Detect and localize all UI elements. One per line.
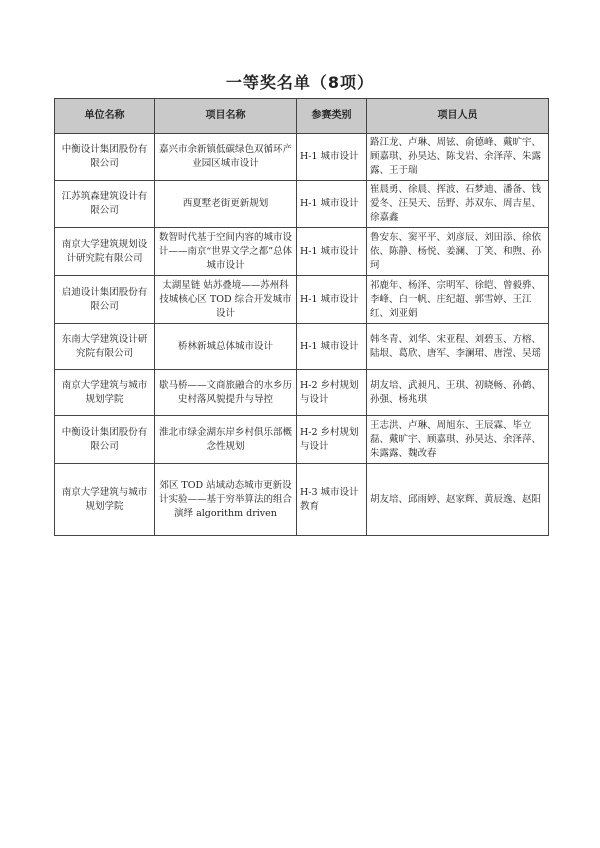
- header-unit: 单位名称: [55, 99, 155, 134]
- category-cell: H-1 城市设计: [297, 134, 367, 181]
- members-cell: 王志洪、卢琳、周旭东、王辰霖、毕立磊、戴旷宇、顾嘉琪、孙昊达、余泽萍、朱露露、魏改春: [367, 416, 549, 464]
- unit-cell: 南京大学建筑与城市规划学院: [55, 370, 155, 416]
- project-cell: 嘉兴市余新镇低碳绿色双循环产业园区城市设计: [155, 134, 297, 181]
- table-row: [55, 181, 549, 228]
- project-cell: 数智时代基于空间内容的城市设计——南京“世界文学之都”总体城市设计: [155, 228, 297, 276]
- members-cell: 胡友培、武昶凡、王琪、初晓畅、孙鹤、孙强、杨兆琪: [367, 370, 549, 416]
- table-header-row: [55, 99, 549, 134]
- category-cell: H-3 城市设计教育: [297, 464, 367, 536]
- unit-cell: 中衡设计集团股份有限公司: [55, 134, 155, 181]
- members-cell: 崔晨勇、徐晨、挥波、石梦迪、潘备、钱爱冬、汪昊天、岳野、苏双东、周吉星、徐嘉鑫: [367, 181, 549, 228]
- category-cell: H-1 城市设计: [297, 324, 367, 370]
- members-cell: 路江龙、卢琳、周铉、俞德峰、戴旷宇、顾嘉琪、孙昊达、陈戈岩、余泽萍、朱露露、王于瑞: [367, 134, 549, 181]
- project-cell: 桥林新城总体城市设计: [155, 324, 297, 370]
- project-cell: 淮北市绿金湖东岸乡村俱乐部概念性规划: [155, 416, 297, 464]
- unit-cell: 启迪设计集团股份有限公司: [55, 276, 155, 324]
- project-cell: 西夏墅老街更新规划: [155, 181, 297, 228]
- category-cell: H-1 城市设计: [297, 181, 367, 228]
- table-row: [55, 228, 549, 276]
- table-row: [55, 416, 549, 464]
- members-cell: 鲁安东、窦平平、刘彦辰、刘田添、徐依依、陈静、杨悦、姜澜、丁笑、和煦、孙珂: [367, 228, 549, 276]
- project-cell: 歇马桥——文商旅融合的水乡历史村落风貌提升与导控: [155, 370, 297, 416]
- unit-cell: 江苏筑森建筑设计有限公司: [55, 181, 155, 228]
- table-row: [55, 464, 549, 536]
- table-row: [55, 324, 549, 370]
- members-cell: 韩冬青、刘华、宋亚程、刘碧玉、方榕、陆垠、葛欣、唐军、李澜珺、唐滢、吴瑶: [367, 324, 549, 370]
- category-cell: H-1 城市设计: [297, 228, 367, 276]
- unit-cell: 东南大学建筑设计研究院有限公司: [55, 324, 155, 370]
- header-project: 项目名称: [155, 99, 297, 134]
- members-cell: 胡友培、邱雨婷、赵家辉、黄辰逸、赵阳: [367, 464, 549, 536]
- project-cell: 太湖星链 姑苏叠境——苏州科技城核心区 TOD 综合开发城市设计: [155, 276, 297, 324]
- header-members: 项目人员: [367, 99, 549, 134]
- table-row: [55, 134, 549, 181]
- table-row: [55, 370, 549, 416]
- project-cell: 郊区 TOD 站域动态城市更新设计实验——基于穷举算法的组合演绎 algorithm driven: [155, 464, 297, 536]
- category-cell: H-1 城市设计: [297, 276, 367, 324]
- table-row: [55, 276, 549, 324]
- members-cell: 祁鹿年、杨泽、宗明军、徐皑、曾毅骅、李峰、白一帆、庄纪超、郭雪婷、王江红、刘亚娟: [367, 276, 549, 324]
- category-cell: H-2 乡村规划与设计: [297, 370, 367, 416]
- unit-cell: 中衡设计集团股份有限公司: [55, 416, 155, 464]
- page-title: 一等奖名单（8项）: [225, 73, 375, 92]
- awards-table: [54, 98, 549, 536]
- category-cell: H-2 乡村规划与设计: [297, 416, 367, 464]
- header-category: 参赛类别: [297, 99, 367, 134]
- unit-cell: 南京大学建筑与城市规划学院: [55, 464, 155, 536]
- unit-cell: 南京大学建筑规划设计研究院有限公司: [55, 228, 155, 276]
